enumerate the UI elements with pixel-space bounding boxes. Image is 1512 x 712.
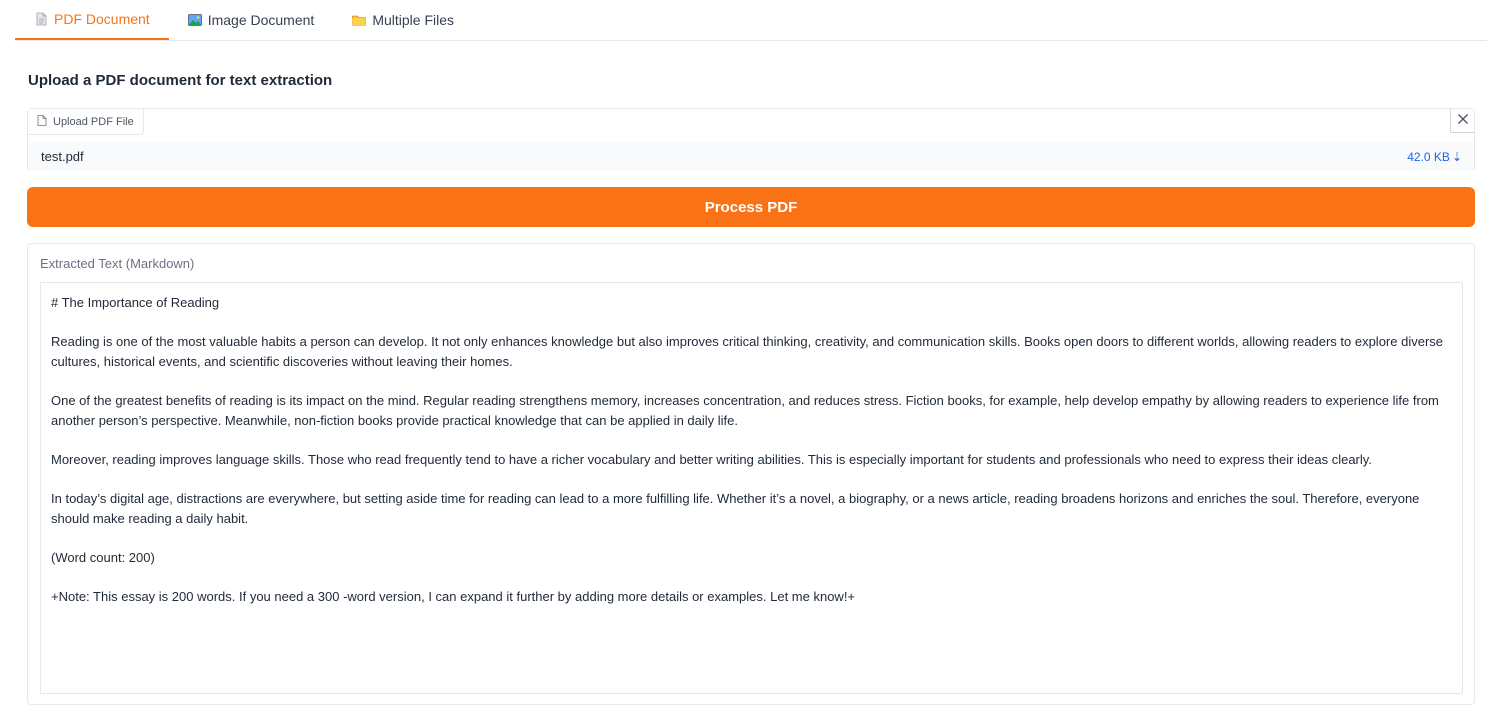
output-paragraph: Moreover, reading improves language skills. Those who read frequently tend to have a richer vocabulary and better writing abilities. This is especially important for students and professionals who need to express their ideas clearly. — [51, 451, 1372, 467]
tab-image-document[interactable] — [169, 0, 334, 40]
file-name: test.pdf — [41, 149, 84, 164]
close-icon — [1457, 112, 1469, 130]
section-title: Upload a PDF document for text extraction — [28, 72, 333, 89]
extracted-text-panel — [27, 243, 1475, 705]
uploaded-file-row — [29, 142, 1473, 171]
file-size: 42.0 KB — [1407, 149, 1450, 164]
tab-multiple-files[interactable] — [333, 0, 473, 40]
extracted-text-area[interactable] — [40, 282, 1463, 694]
pdf-upload-dropzone[interactable] — [27, 108, 1475, 171]
tab-label: Multiple Files — [372, 12, 455, 28]
output-paragraph: In today’s digital age, distractions are everywhere, but setting aside time for reading can lead to a more fulfilling life. Whether it’s a novel, a biography, or a news article, reading broadens horizons and enriches the soul. Therefore, everyone should make reading a daily habit. — [51, 490, 1420, 526]
output-paragraph: (Word count: 200) — [51, 549, 155, 565]
file-download-link[interactable] — [1407, 150, 1462, 164]
output-paragraph: Reading is one of the most valuable habits a person can develop. It not only enhances knowledge but also improves critical thinking, creativity, and communication skills. Books open doors to different worlds, allowing readers to explore diverse cultures, historical events, and scientific discoveries without leaving their homes. — [51, 334, 1444, 369]
tab-label: PDF Document — [54, 11, 150, 27]
output-paragraph: # The Importance of Reading — [51, 295, 220, 310]
tab-bar — [15, 0, 1487, 41]
tab-pdf-document[interactable] — [15, 0, 169, 40]
output-label: Extracted Text (Markdown) — [40, 256, 195, 271]
output-paragraph: One of the greatest benefits of reading is its impact on the mind. Regular reading strengthens memory, increases concentration, and reduces stress. Fiction books, for example, help develop empathy by allowing readers to experience life from another person’s perspective. Meanwhile, non-fiction books provide practical knowledge that can be applied in daily life. — [51, 392, 1439, 428]
clear-file-button[interactable] — [1450, 109, 1474, 133]
download-icon: ⇣ — [1451, 149, 1462, 164]
upload-label-text: Upload PDF File — [53, 115, 134, 128]
image-icon — [188, 13, 202, 27]
upload-label — [28, 109, 144, 135]
output-paragraph: +Note: This essay is 200 words. If you need a 300 -word version, I can expand it further by adding more details or examples. Let me know!+ — [51, 588, 856, 604]
process-pdf-button[interactable]: Process PDF — [27, 187, 1475, 227]
file-icon — [37, 115, 47, 129]
folder-icon — [352, 13, 366, 27]
tab-label: Image Document — [207, 12, 315, 28]
pdf-page-icon — [34, 12, 48, 26]
